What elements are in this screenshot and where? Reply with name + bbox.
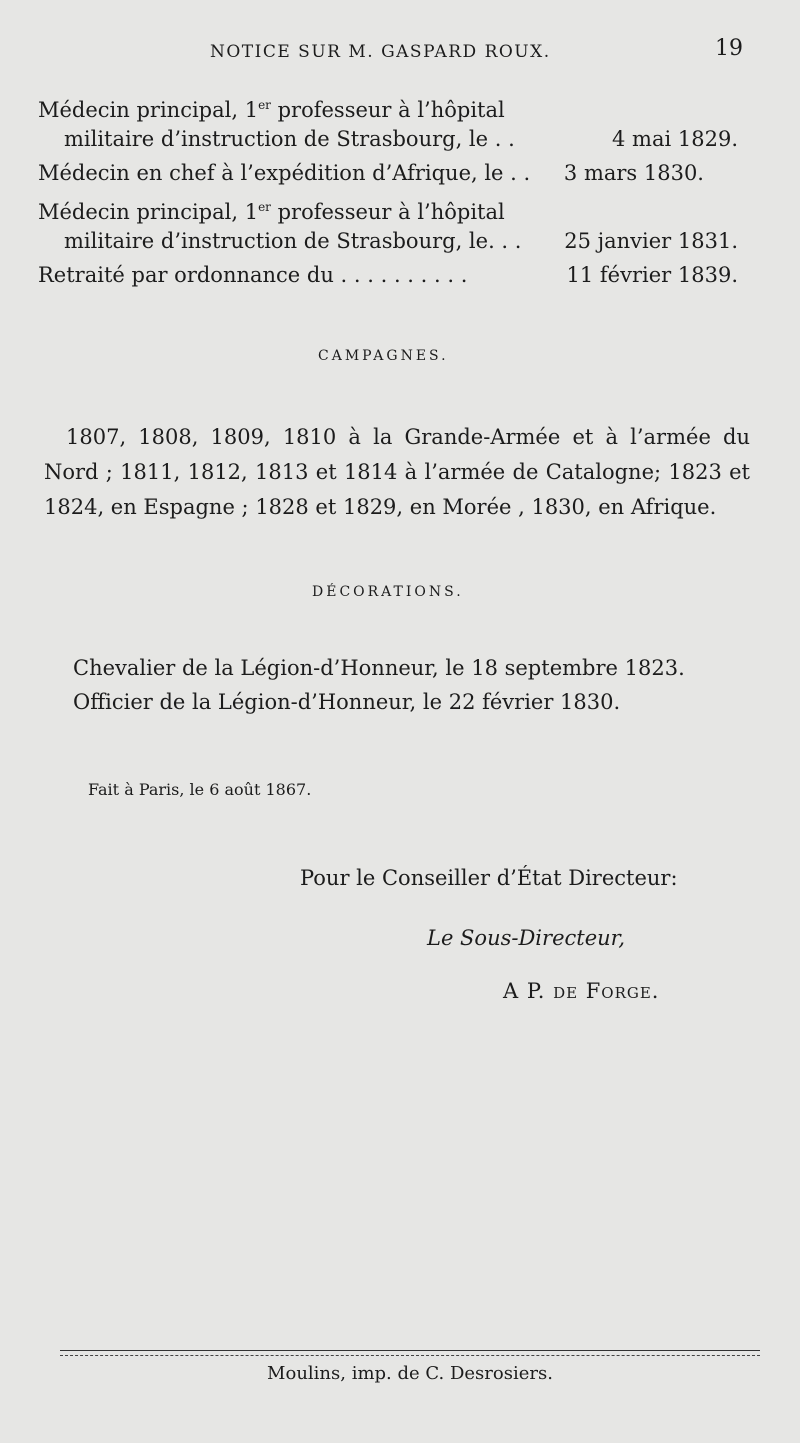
service-line: Retraité par ordonnance du . . . . . . . . . . 11 février 1839. <box>38 258 738 292</box>
footer-rule <box>60 1350 760 1351</box>
footer-rule <box>60 1355 760 1356</box>
decoration-line: Chevalier de la Légion-d’Honneur, le 18 septembre 1823. <box>73 656 685 680</box>
service-line: Médecin principal, 1er professeur à l’hôpital <box>38 98 505 122</box>
service-date: 11 février 1839. <box>566 263 738 287</box>
service-date: 3 mars 1830. <box>563 161 704 185</box>
signatory-title: Le Sous-Directeur, <box>427 926 626 950</box>
section-title-decorations: DÉCORATIONS. <box>312 584 464 600</box>
service-date: 4 mai 1829. <box>612 127 738 151</box>
page-number: 19 <box>715 36 743 61</box>
decoration-line: Officier de la Légion-d’Honneur, le 22 février 1830. <box>73 690 621 714</box>
service-line: militaire d’instruction de Strasbourg, le. . . 25 janvier 1831. <box>38 224 738 258</box>
running-head: NOTICE SUR M. GASPARD ROUX. <box>210 42 551 62</box>
service-date: 25 janvier 1831. <box>564 229 738 253</box>
campaigns-paragraph: 1807, 1808, 1809, 1810 à la Grande-Armée et à l’armée du Nord ; 1811, 1812, 1813 et 1814 à l’armée de Catalogne; 1823 et 1824, en Espagne ; 1828 et 1829, en Morée , 1830, en Afrique. <box>44 425 750 519</box>
service-line: Médecin principal, 1er professeur à l’hôpital <box>38 200 505 224</box>
printer-imprint: Moulins, imp. de C. Desrosiers. <box>267 1363 553 1384</box>
service-record <box>38 88 738 292</box>
service-line: Médecin en chef à l’expédition d’Afrique, le . . 3 mars 1830. <box>38 156 738 190</box>
section-title-campaigns: CAMPAGNES. <box>318 348 449 364</box>
place-date: Fait à Paris, le 6 août 1867. <box>88 780 312 799</box>
signatory-for: Pour le Conseiller d’État Directeur: <box>300 866 678 890</box>
signatory-name: A P. de Forge. <box>503 979 660 1003</box>
service-line: militaire d’instruction de Strasbourg, le . . 4 mai 1829. <box>38 122 738 156</box>
